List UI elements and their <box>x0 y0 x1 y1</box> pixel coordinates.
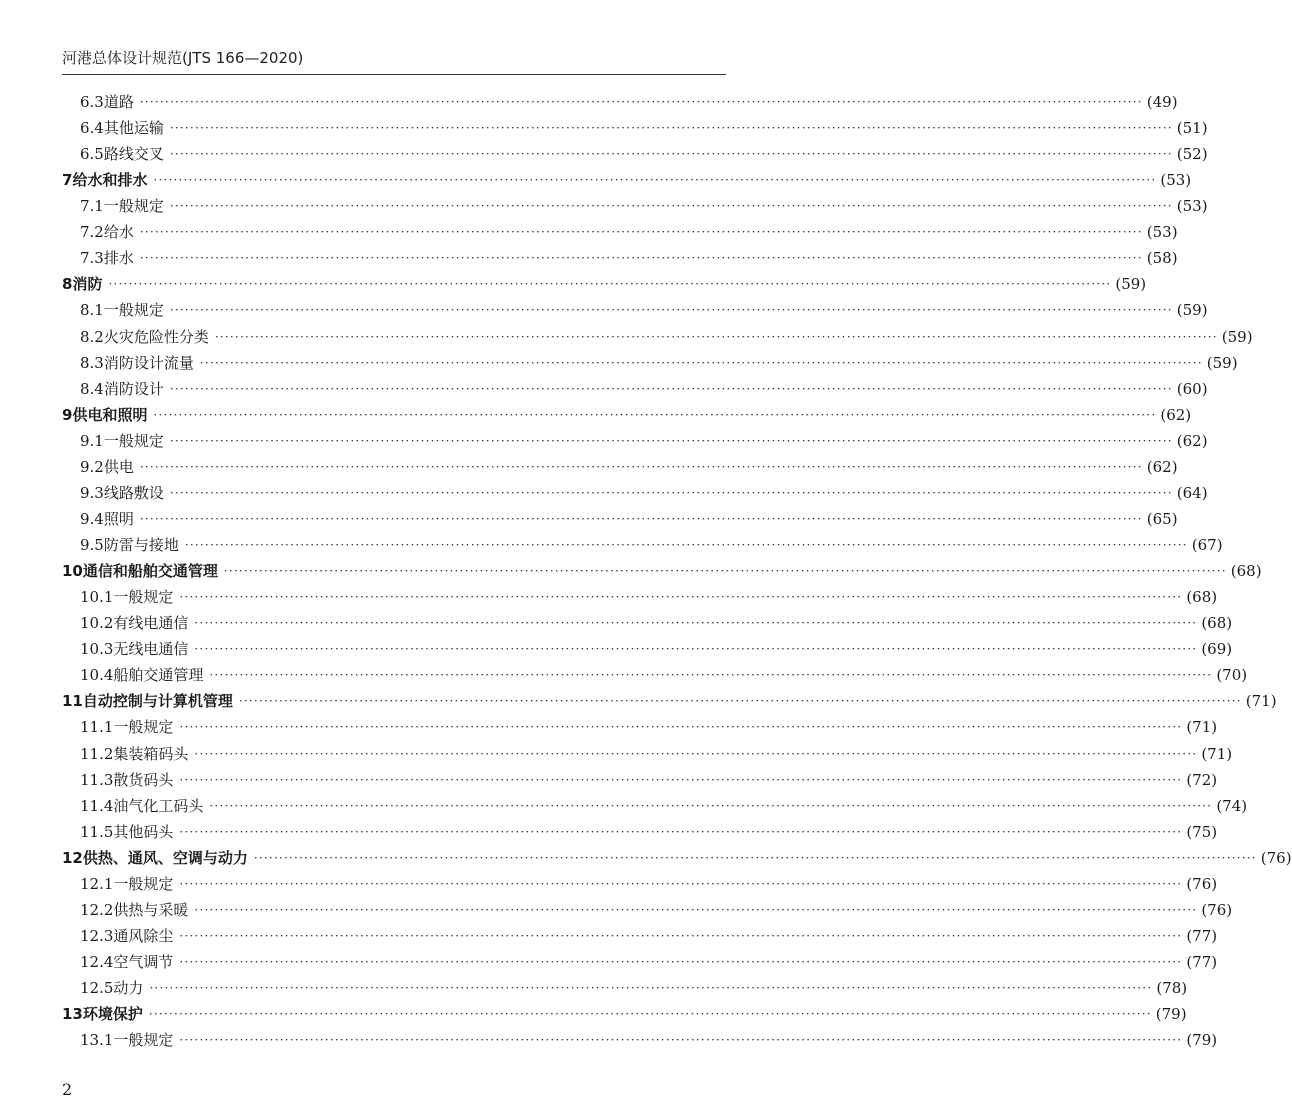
leader-dots: ········································································································································································································ <box>139 95 1143 109</box>
toc-entry-number: 11.3 <box>80 770 114 789</box>
toc-entry-page: (68) <box>1230 562 1262 581</box>
toc-entry-page: (59) <box>1176 301 1208 320</box>
toc-entry-page: (62) <box>1146 457 1178 476</box>
toc-entry-title: 给水和排水 <box>72 171 148 190</box>
toc-entry-title: 排水 <box>103 249 134 268</box>
toc-entry-page: (69) <box>1201 640 1233 659</box>
leader-dots: ········································································································································································································ <box>194 902 1198 917</box>
toc-entry-page: (62) <box>1160 405 1192 424</box>
toc-entry-page: (64) <box>1176 483 1208 502</box>
toc-entry-title: 一般规定 <box>103 197 164 216</box>
toc-entry[interactable] <box>80 193 1208 219</box>
toc-entry-title: 通风除尘 <box>113 926 174 945</box>
toc-entry-number: 9.5 <box>80 536 104 555</box>
leader-dots: ········································································································································································································ <box>169 433 1173 448</box>
toc-entry-number: 6.3 <box>80 93 104 111</box>
running-header: 河港总体设计规范(JTS 166—2020) <box>62 49 304 67</box>
leader-dots: ········································································································································································································ <box>169 199 1173 214</box>
leader-dots: ········································································································································································································ <box>169 121 1173 136</box>
toc-entry-page: (59) <box>1206 353 1238 372</box>
toc-entry[interactable] <box>80 871 1218 897</box>
toc-entry[interactable] <box>80 975 1188 1001</box>
toc-entry-page: (70) <box>1216 666 1248 685</box>
toc-entry-page: (78) <box>1156 979 1188 998</box>
toc-entry-title: 给水 <box>103 223 134 242</box>
toc-entry-title: 供热、通风、空调与动力 <box>82 848 248 867</box>
toc-entry[interactable] <box>80 115 1208 141</box>
leader-dots: ········································································································································································································ <box>139 459 1143 474</box>
leader-dots: ········································································································································································································ <box>179 928 1183 943</box>
toc-entry-page: (53) <box>1160 171 1192 190</box>
toc-entry-page: (59) <box>1221 327 1253 346</box>
leader-dots: ········································································································································································································ <box>199 355 1203 370</box>
toc-entry-page: (67) <box>1191 536 1223 555</box>
toc-entry-title: 消防设计流量 <box>103 353 194 372</box>
toc-entry[interactable] <box>62 402 1192 428</box>
toc-entry-title: 有线电通信 <box>113 614 189 633</box>
leader-dots: ········································································································································································································ <box>194 642 1198 657</box>
toc-entry-page: (77) <box>1186 926 1218 945</box>
leader-dots: ········································································································································································································ <box>179 954 1183 969</box>
toc-entry[interactable] <box>80 793 1248 819</box>
toc-entry-number: 9.1 <box>80 431 104 450</box>
toc-entry[interactable] <box>80 297 1208 323</box>
toc-entry-page: (79) <box>1155 1005 1187 1024</box>
toc-entry-page: (53) <box>1176 197 1208 216</box>
toc-entry[interactable] <box>80 454 1178 480</box>
toc-entry[interactable] <box>80 89 1178 115</box>
toc-entry-number: 11 <box>62 692 83 711</box>
toc-entry-title: 动力 <box>113 979 144 998</box>
toc-entry[interactable] <box>62 271 1147 297</box>
toc-entry-number: 8.4 <box>80 379 104 398</box>
leader-dots: ········································································································································································································ <box>184 538 1188 553</box>
toc-entry-title: 一般规定 <box>103 431 164 450</box>
toc-entry-number: 8 <box>62 275 73 294</box>
toc-entry-title: 火灾危险性分类 <box>103 327 209 346</box>
toc-entry-title: 一般规定 <box>103 301 164 320</box>
toc-entry-title: 消防设计 <box>103 379 164 398</box>
leader-dots: ········································································································································································································ <box>214 329 1218 344</box>
toc-entry-page: (74) <box>1216 796 1248 815</box>
toc-entry-page: (68) <box>1201 614 1233 633</box>
toc-entry-number: 10.3 <box>80 640 114 659</box>
toc-entry[interactable] <box>80 506 1178 532</box>
page-number: 2 <box>62 1080 73 1099</box>
toc-entry[interactable] <box>80 714 1218 740</box>
leader-dots: ········································································································································································································ <box>179 590 1183 605</box>
toc-entry[interactable] <box>80 428 1208 454</box>
toc-entry-number: 12.3 <box>80 926 114 945</box>
toc-entry-title: 供电 <box>103 457 134 476</box>
toc-entry-title: 一般规定 <box>113 1031 174 1050</box>
toc-entry-title: 一般规定 <box>113 874 174 893</box>
toc-entry-title: 船舶交通管理 <box>113 666 204 685</box>
toc-entry[interactable] <box>80 584 1218 610</box>
toc-entry-page: (71) <box>1186 718 1218 737</box>
toc-entry-page: (58) <box>1146 249 1178 268</box>
toc-entry-page: (75) <box>1186 822 1218 841</box>
toc-entry[interactable] <box>80 350 1238 376</box>
toc-entry[interactable] <box>62 845 1292 871</box>
leader-dots: ········································································································································································································ <box>179 720 1183 735</box>
toc-entry-title: 空气调节 <box>113 952 174 971</box>
toc-entry-number: 13.1 <box>80 1031 114 1050</box>
toc-entry-title: 供电和照明 <box>72 405 148 424</box>
toc-entry-number: 11.4 <box>80 796 114 815</box>
leader-dots: ········································································································································································································ <box>179 1033 1183 1048</box>
toc-entry-number: 6.5 <box>80 145 104 164</box>
toc-entry-page: (60) <box>1176 379 1208 398</box>
toc-entry[interactable] <box>62 688 1277 714</box>
toc-entry-page: (76) <box>1260 848 1292 867</box>
leader-dots: ········································································································································································································ <box>169 485 1173 500</box>
toc-entry-page: (71) <box>1245 692 1277 711</box>
toc-entry-number: 12 <box>62 848 83 867</box>
toc-entry-title: 油气化工码头 <box>113 796 204 815</box>
toc-entry[interactable] <box>80 923 1218 949</box>
leader-dots: ········································································································································································································ <box>179 772 1183 787</box>
leader-dots: ········································································································································································································ <box>139 225 1143 240</box>
toc-entry-number: 8.1 <box>80 301 104 320</box>
toc-entry-number: 10.1 <box>80 588 114 607</box>
leader-dots: ········································································································································································································ <box>209 798 1213 813</box>
toc-entry[interactable] <box>80 767 1218 793</box>
toc-entry-title: 路线交叉 <box>103 145 164 164</box>
toc-entry-number: 9.2 <box>80 457 104 476</box>
toc-entry[interactable] <box>80 819 1218 845</box>
toc-entry-number: 11.1 <box>80 718 114 737</box>
toc-entry[interactable] <box>62 558 1262 584</box>
toc-entry-page: (76) <box>1186 874 1218 893</box>
leader-dots: ········································································································································································································ <box>153 173 1157 188</box>
toc-entry[interactable] <box>80 376 1208 402</box>
toc-entry[interactable] <box>80 636 1233 662</box>
toc-entry-title: 集装箱码头 <box>113 744 189 763</box>
leader-dots: ········································································································································································································ <box>139 251 1143 266</box>
toc-entry-number: 8.3 <box>80 353 104 372</box>
leader-dots: ········································································································································································································ <box>169 147 1173 162</box>
toc-entry-title: 环境保护 <box>82 1005 143 1024</box>
toc-entry-number: 12.1 <box>80 874 114 893</box>
toc-entry-number: 9 <box>62 405 73 424</box>
toc-entry-number: 13 <box>62 1005 83 1024</box>
toc-entry-number: 10.4 <box>80 666 114 685</box>
toc-entry[interactable] <box>80 741 1233 767</box>
leader-dots: ········································································································································································································ <box>169 381 1173 396</box>
toc-entry-number: 7.1 <box>80 197 104 216</box>
toc-entry-page: (77) <box>1186 952 1218 971</box>
toc-entry[interactable] <box>80 1027 1218 1053</box>
toc-entry-number: 10.2 <box>80 614 114 633</box>
toc-entry-number: 10 <box>62 562 83 581</box>
toc-entry-number: 11.5 <box>80 822 114 841</box>
toc-entry-title: 线路敷设 <box>103 483 164 502</box>
toc-entry[interactable] <box>80 141 1208 167</box>
toc-entry[interactable] <box>80 662 1248 688</box>
toc-entry[interactable] <box>80 245 1178 271</box>
toc-entry-title: 自动控制与计算机管理 <box>82 692 233 711</box>
toc-entry[interactable] <box>80 949 1218 975</box>
toc-entry-page: (68) <box>1186 588 1218 607</box>
header-rule <box>62 74 726 75</box>
toc-entry[interactable] <box>80 610 1233 636</box>
toc-entry[interactable] <box>80 897 1233 923</box>
toc-entry-title: 道路 <box>103 93 134 111</box>
leader-dots: ········································································································································································································ <box>139 511 1143 526</box>
toc-entry[interactable] <box>80 219 1178 245</box>
leader-dots: ········································································································································································································ <box>223 564 1227 579</box>
toc-entry-title: 无线电通信 <box>113 640 189 659</box>
toc-entry-title: 一般规定 <box>113 718 174 737</box>
toc-entry-title: 其他运输 <box>103 119 164 138</box>
toc-entry-number: 6.4 <box>80 119 104 138</box>
toc-entry-number: 9.3 <box>80 483 104 502</box>
toc-entry-title: 防雷与接地 <box>103 536 179 555</box>
toc-entry-number: 11.2 <box>80 744 114 763</box>
leader-dots: ········································································································································································································ <box>238 694 1242 709</box>
leader-dots: ········································································································································································································ <box>194 746 1198 761</box>
toc-entry-number: 7 <box>62 171 73 190</box>
toc-entry-page: (49) <box>1146 93 1178 111</box>
leader-dots: ········································································································································································································ <box>148 1007 1152 1022</box>
toc-entry-page: (51) <box>1176 119 1208 138</box>
toc-entry-number: 7.2 <box>80 223 104 242</box>
leader-dots: ········································································································································································································ <box>108 277 1112 292</box>
toc-entry-number: 8.2 <box>80 327 104 346</box>
leader-dots: ········································································································································································································ <box>179 824 1183 839</box>
toc-entry[interactable] <box>80 324 1253 350</box>
toc-entry[interactable] <box>80 480 1208 506</box>
leader-dots: ········································································································································································································ <box>253 850 1257 865</box>
leader-dots: ········································································································································································································ <box>149 981 1153 996</box>
toc-entry-number: 7.3 <box>80 249 104 268</box>
leader-dots: ········································································································································································································ <box>194 616 1198 631</box>
toc-entry-title: 通信和船舶交通管理 <box>82 562 218 581</box>
toc-entry-number: 9.4 <box>80 509 104 528</box>
toc-entry-title: 散货码头 <box>113 770 174 789</box>
toc-entry-page: (76) <box>1201 900 1233 919</box>
toc-entry-title: 消防 <box>72 275 103 294</box>
toc-entry-page: (65) <box>1146 509 1178 528</box>
toc-entry-number: 12.4 <box>80 952 114 971</box>
toc-entry[interactable] <box>62 167 1192 193</box>
toc-entry[interactable] <box>62 1001 1187 1027</box>
toc-entry-title: 照明 <box>103 509 134 528</box>
toc-entry[interactable] <box>80 532 1223 558</box>
toc-entry-title: 供热与采暖 <box>113 900 189 919</box>
leader-dots: ········································································································································································································ <box>169 303 1173 318</box>
toc-entry-page: (59) <box>1115 275 1147 294</box>
leader-dots: ········································································································································································································ <box>209 668 1213 683</box>
toc-entry-page: (53) <box>1146 223 1178 242</box>
toc-entry-title: 其他码头 <box>113 822 174 841</box>
toc-entry-number: 12.2 <box>80 900 114 919</box>
toc-entry-page: (79) <box>1186 1031 1218 1050</box>
leader-dots: ········································································································································································································ <box>153 407 1157 422</box>
leader-dots: ········································································································································································································ <box>179 876 1183 891</box>
toc-entry-number: 12.5 <box>80 979 114 998</box>
toc-entry-title: 一般规定 <box>113 588 174 607</box>
toc-entry-page: (52) <box>1176 145 1208 164</box>
toc-entry-page: (71) <box>1201 744 1233 763</box>
toc-entry-page: (72) <box>1186 770 1218 789</box>
toc-entry-page: (62) <box>1176 431 1208 450</box>
